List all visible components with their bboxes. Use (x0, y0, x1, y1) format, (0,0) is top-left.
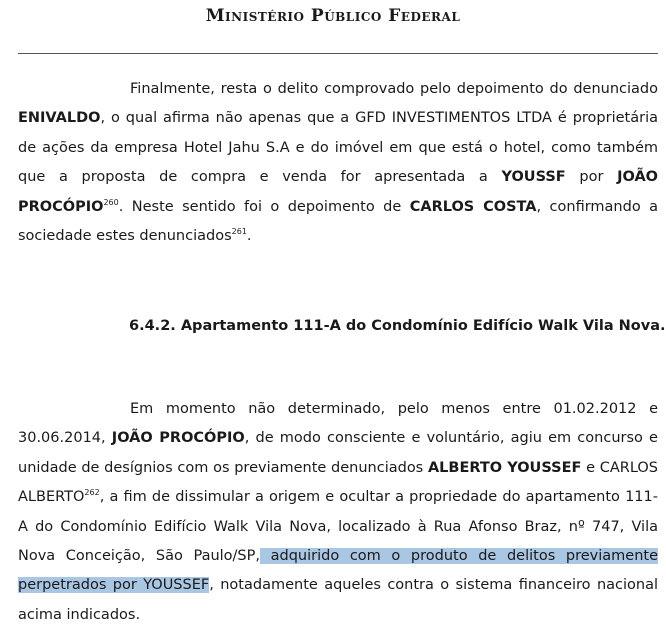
name-carlos-costa: CARLOS COSTA (409, 198, 537, 215)
name-joao-procopio: JOÃO PROCÓPIO (18, 169, 658, 215)
name-alberto-youssef: ALBERTO YOUSSEF (427, 459, 582, 476)
name-youssf: YOUSSF (501, 169, 566, 186)
text: , a fim de dissimular a origem e ocultar a propriedade do apartamento 111-A do Condomínio Edifício Walk Vila Nova, localizado à Rua Afonso Braz, nº 747, Vila Nova Conceição, São Paulo/SP, (18, 489, 658, 565)
name-joao-procopio: JOÃO PROCÓPIO (111, 430, 245, 447)
page-header-title: Ministério Público Federal (205, 6, 461, 26)
name-enivaldo: ENIVALDO (18, 110, 101, 127)
header-divider (18, 53, 658, 54)
text: , notadamente aqueles contra o sistema financeiro nacional acima indicados. (18, 577, 658, 623)
highlighted-selection[interactable]: adquirido com o produto de delitos previamente perpetrados por (18, 548, 659, 594)
footnote-ref-260[interactable]: 260 (103, 197, 119, 207)
text: Finalmente, resta o delito comprovado pelo depoimento do denunciado (130, 81, 658, 97)
text: , confirmando a sociedade estes denunciados (18, 198, 659, 245)
text: . Neste sentido foi o depoimento de (118, 198, 410, 215)
text: e CARLOS ALBERTO (18, 459, 659, 506)
text: , o qual afirma não apenas que a GFD INVESTIMENTOS LTDA é proprietária de ações da empresa Hotel Jahu S.A e do imóvel em que está o hotel, como também que a proposta de compra e venda for apresentada a (18, 110, 658, 186)
footnote-ref-262[interactable]: 262 (84, 488, 100, 498)
highlighted-selection-youssef[interactable]: YOUSSEF (143, 577, 210, 594)
section-heading: 6.4.2. Apartamento 111-A do Condomínio Edifício Walk Vila Nova. (129, 318, 666, 334)
text: , de modo consciente e voluntário, agiu em concurso e unidade de desígnios com os previamente denunciados (18, 430, 658, 476)
footnote-ref-261[interactable]: 261 (231, 227, 247, 237)
text: por (565, 169, 618, 186)
text: . (246, 228, 252, 245)
paragraph-enivaldo (18, 75, 658, 251)
text: Em momento não determinado, pelo menos entre 01.02.2012 e 30.06.2014, (18, 401, 658, 447)
paragraph-apartamento (18, 395, 658, 630)
